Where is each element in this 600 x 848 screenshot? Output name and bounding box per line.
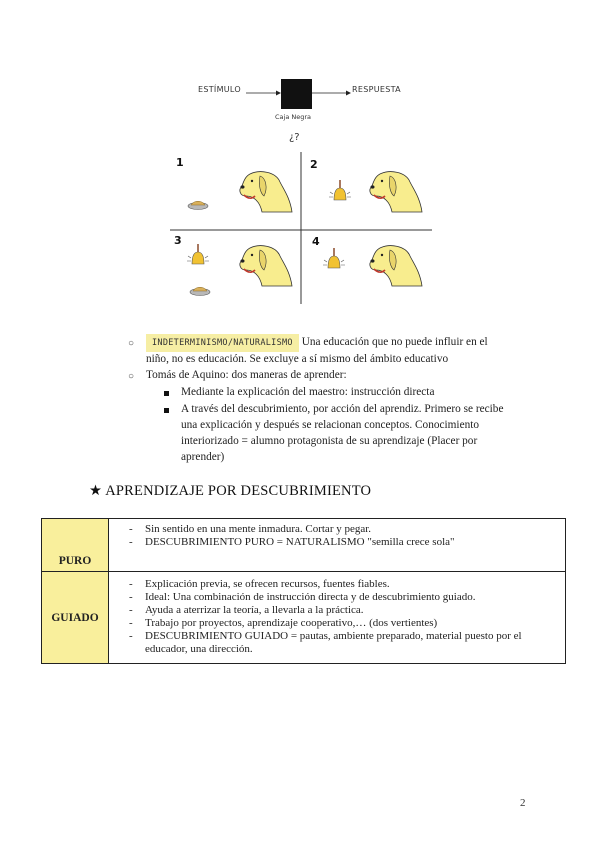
list-item: - Ideal: Una combinación de instrucción directa y de descubrimiento guiado. [113, 591, 561, 604]
stimulus-label: ESTÍMULO [198, 85, 242, 94]
table-row-puro [42, 519, 566, 572]
dog-4 [370, 246, 422, 286]
question-mark: ¿? [289, 132, 300, 143]
sub-bullet-1: Mediante la explicación del maestro: instrucción directa [181, 386, 435, 398]
dog-1 [240, 172, 292, 212]
list-item: - DESCUBRIMIENTO PURO = NATURALISMO "semilla crece sola" [113, 536, 561, 549]
dog-2 [370, 172, 422, 212]
sub-bullet-2-line-3: interiorizado = alumno protagonista de su aprendizaje (Placer por [181, 435, 478, 447]
response-label: RESPUESTA [352, 85, 401, 94]
row-content-guiado [109, 572, 566, 664]
bullet-item-1 [146, 334, 526, 352]
bell-3 [187, 244, 209, 264]
discovery-table [41, 518, 566, 664]
section-heading-text: APRENDIZAJE POR DESCUBRIMIENTO [105, 483, 372, 499]
panel-number-1: 1 [176, 156, 184, 169]
sub-bullet-2-line-4: aprender) [181, 451, 225, 463]
sub-bullet-2-line-2: una explicación y después se relacionan conceptos. Conocimiento [181, 419, 480, 431]
indeterminismo-tag: INDETERMINISMO/NATURALISMO [146, 334, 299, 352]
food-bowl-3 [190, 287, 210, 295]
food-bowl-1 [188, 201, 208, 209]
bullet-square-1 [164, 391, 169, 396]
bullet-item-1-text-a: Una educación que no puede influir en el [301, 336, 488, 348]
response-arrow-head [346, 91, 351, 96]
row-label-guiado: GUIADO [42, 572, 109, 664]
page-number: 2 [520, 797, 526, 809]
panel-number-2: 2 [310, 158, 318, 171]
pavlov-illustration [170, 152, 432, 304]
panel-number-4: 4 [312, 235, 320, 248]
row-label-puro: PURO [42, 519, 109, 572]
black-box-label: Caja Negra [275, 113, 312, 121]
panel-number-3: 3 [174, 234, 182, 247]
dog-3 [240, 246, 292, 286]
row-content-puro [109, 519, 566, 572]
list-item: - Trabajo por proyectos, aprendizaje cooperativo,… (dos vertientes) [113, 617, 561, 630]
pavlov-grid-lines [170, 152, 432, 304]
bell-4 [323, 248, 345, 268]
list-item: - Sin sentido en una mente inmadura. Cortar y pegar. [113, 523, 561, 536]
list-item: - Explicación previa, se ofrecen recursos, fuentes fiables. [113, 578, 561, 591]
table-row-guiado [42, 572, 566, 664]
bell-2 [329, 180, 351, 200]
section-heading [89, 483, 371, 500]
star-icon: ★ [89, 483, 103, 499]
sub-bullet-2-line-1: A través del descubrimiento, por acción del aprendiz. Primero se recibe [181, 403, 504, 415]
bullet-square-2 [164, 408, 169, 413]
stimulus-arrow-head [276, 91, 281, 96]
black-box [281, 79, 312, 109]
bullet-item-1-text-b: niño, no es educación. Se excluye a sí mismo del ámbito educativo [146, 353, 449, 365]
bullet-item-2: Tomás de Aquino: dos maneras de aprender: [146, 369, 347, 381]
bullet-circle-2: ○ [128, 371, 135, 382]
bullet-circle-1: ○ [128, 338, 135, 349]
list-item: - Ayuda a aterrizar la teoría, a llevarla a la práctica. [113, 604, 561, 617]
list-item: - DESCUBRIMIENTO GUIADO = pautas, ambiente preparado, material puesto por el educador, una dirección. [113, 630, 561, 656]
